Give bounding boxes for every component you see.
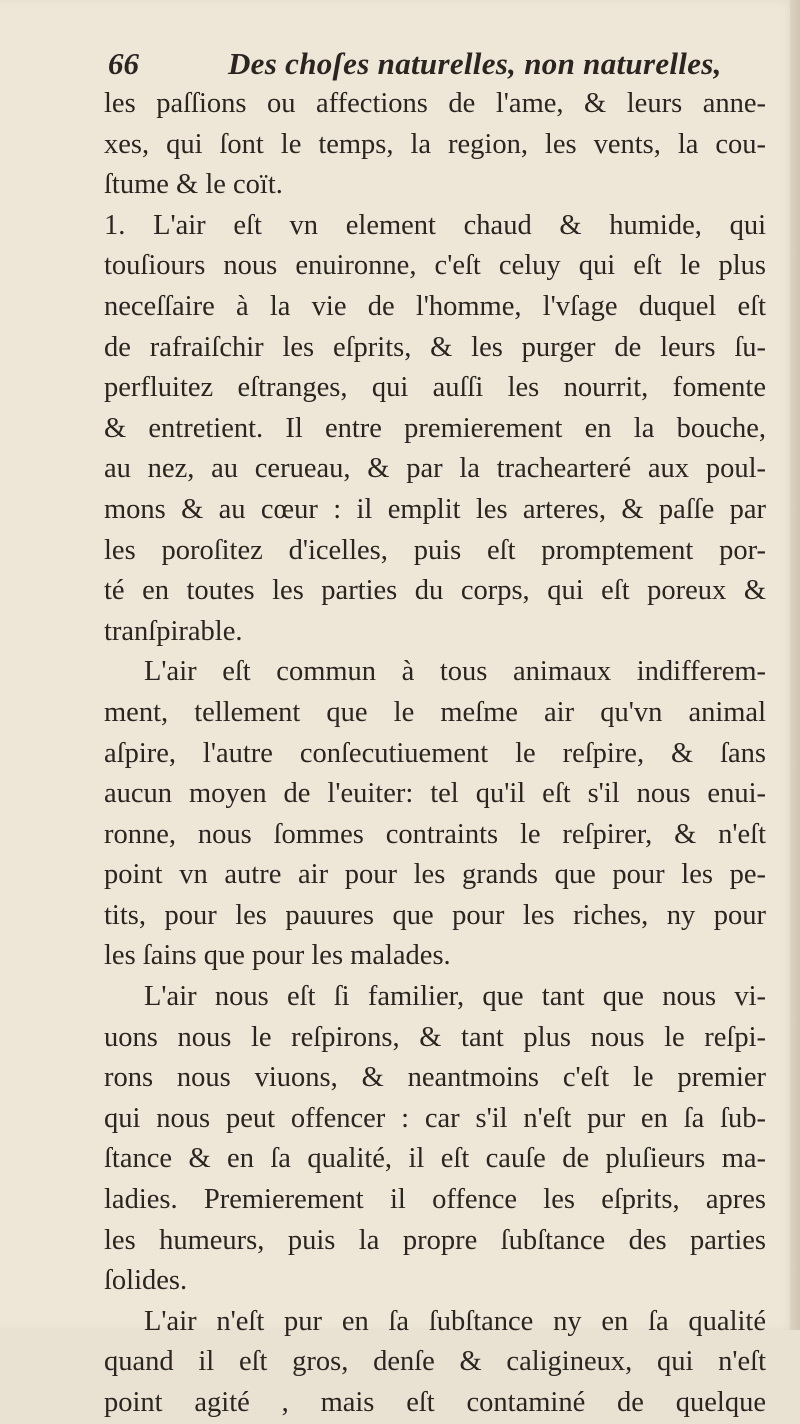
text-line: rons nous viuons, & neantmoins c'eſt le premier [104,1062,766,1094]
text-line: L'air nous eſt ſi familier, que tant que nous vi- [144,981,766,1013]
body-text [104,84,766,1424]
text-line: L'air eſt commun à tous animaux indifferem- [144,656,766,688]
text-line: 1. L'air eſt vn element chaud & humide, qui [104,209,766,241]
text-line: ment, tellement que le meſme air qu'vn animal [104,696,766,728]
text-line: L'air n'eſt pur en ſa ſubſtance ny en ſa qualité [144,1305,766,1337]
text-line: ladies. Premierement il offence les eſprits, apres [104,1184,766,1216]
text-line: ſtance & en ſa qualité, il eſt cauſe de pluſieurs ma- [104,1143,766,1175]
text-line: perfluitez eſtranges, qui auſſi les nourrit, fomente [104,372,766,404]
text-line: les poroſitez d'icelles, puis eſt promptement por- [104,534,766,566]
text-line: aucun moyen de l'euiter: tel qu'il eſt s'il nous enui- [104,778,766,810]
text-line: qui nous peut offencer : car s'il n'eſt pur en ſa ſub- [104,1102,766,1134]
text-line: les ſains que pour les malades. [104,940,451,972]
text-line: point vn autre air pour les grands que pour les pe- [104,859,766,891]
text-line: tits, pour les pauures que pour les riches, ny pour [104,899,766,931]
text-line: & entretient. Il entre premierement en la bouche, [104,412,766,444]
page-header [108,44,798,88]
text-line: uons nous le reſpirons, & tant plus nous le reſpi- [104,1021,766,1053]
text-line: point agité , mais eſt contaminé de quelque [104,1387,766,1418]
running-head: Des choſes naturelles, non naturelles, [228,46,722,81]
text-line: de rafraiſchir les eſprits, & les purger de leurs ſu- [104,331,766,363]
text-line: té en toutes les parties du corps, qui eſt poreux & [104,575,766,607]
text-line: xes, qui ſont le temps, la region, les vents, la cou- [104,128,766,160]
text-line: mons & au cœur : il emplit les arteres, & paſſe par [104,493,766,525]
text-line: les humeurs, puis la propre ſubſtance des parties [104,1224,766,1256]
text-line: ronne, nous ſommes contraints le reſpirer, & n'eſt [104,818,766,850]
text-line: au nez, au cerueau, & par la trachearteré aux poul- [104,453,766,485]
text-line: ſolides. [104,1265,188,1297]
text-line: ſtume & le coït. [104,169,283,201]
text-line: tranſpirable. [104,615,243,647]
text-line: aſpire, l'autre conſecutiuement le reſpire, & ſans [104,737,766,769]
text-line: neceſſaire à la vie de l'homme, l'vſage duquel eſt [104,290,766,322]
text-line: touſiours nous enuironne, c'eſt celuy qui eſt le plus [104,250,766,282]
page-number: 66 [108,46,139,81]
text-line: quand il eſt gros, denſe & caligineux, qui n'eſt [104,1346,766,1378]
text-line: les paſſions ou affections de l'ame, & leurs anne- [104,88,766,119]
